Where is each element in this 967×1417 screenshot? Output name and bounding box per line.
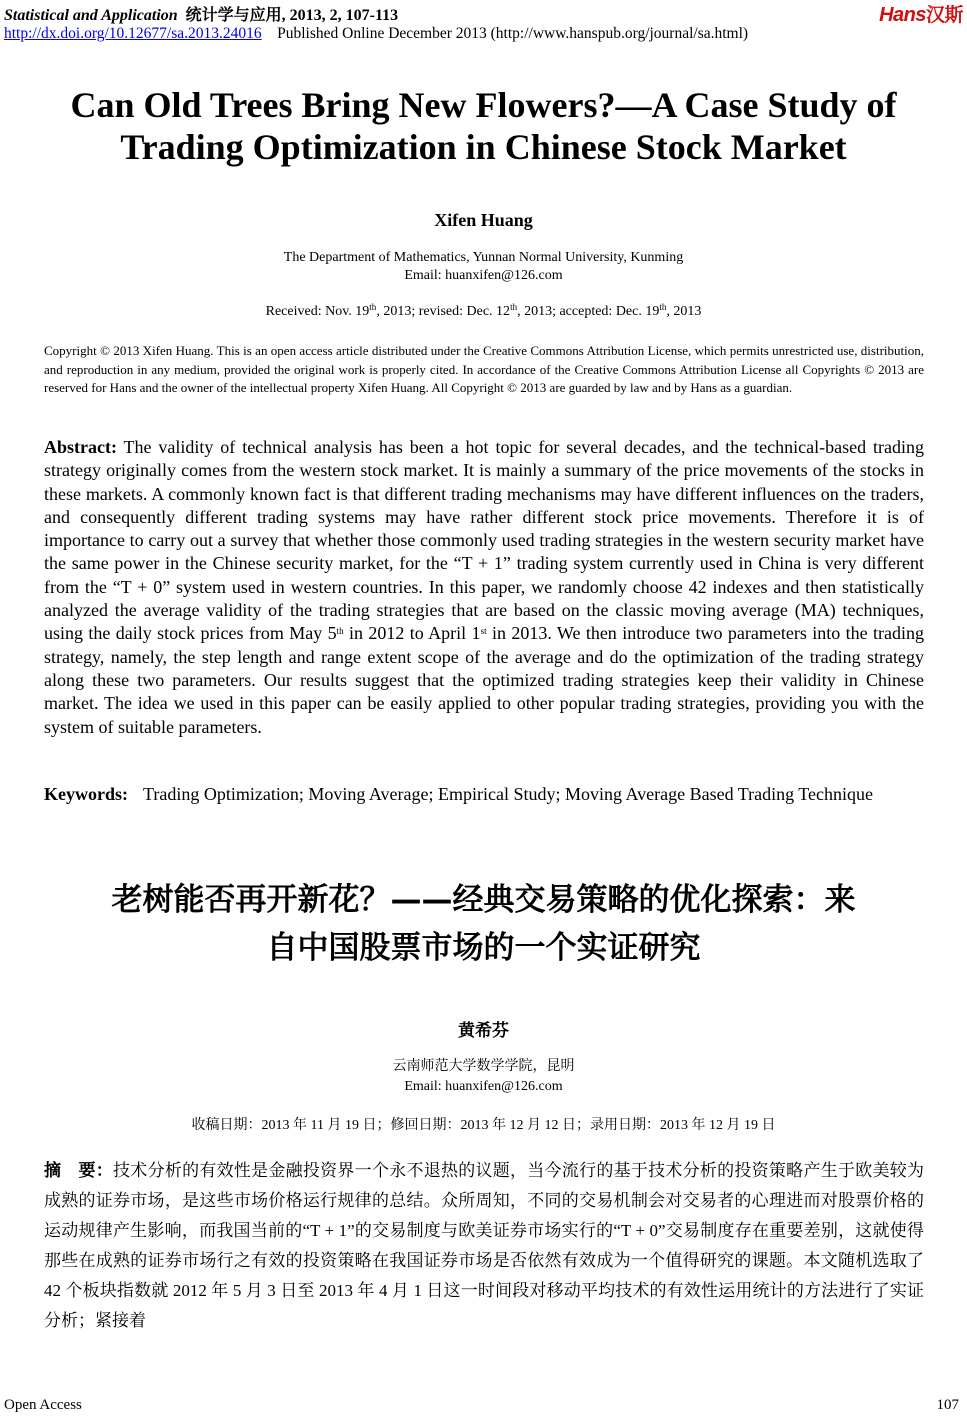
affiliation-block xyxy=(0,249,967,285)
cn-title-line: 老树能否再开新花？——经典交易策略的优化探索：来 xyxy=(111,882,856,918)
footer-open-access: Open Access xyxy=(4,1397,82,1413)
received-dates: Received: Nov. 19th, 2013; revised: Dec. 12th, 2013; accepted: Dec. 19th, 2013 xyxy=(265,302,702,319)
logo-cn: 汉斯 xyxy=(925,5,963,26)
title-line: Can Old Trees Bring New Flowers?—A Case Study of xyxy=(70,85,897,125)
doi-link[interactable]: http://dx.doi.org/10.12677/sa.2013.24016 xyxy=(4,25,262,42)
cn-abstract xyxy=(44,1156,924,1336)
hans-logo xyxy=(879,0,963,27)
cn-affiliation-block xyxy=(0,1057,967,1097)
publication-line xyxy=(4,25,748,43)
keywords xyxy=(44,783,924,806)
journal-cn-volume: 统计学与应用, 2013, 2, 107-113 xyxy=(185,7,399,24)
page-number: 107 xyxy=(936,1397,959,1413)
copyright-notice: Copyright © 2013 Xifen Huang. This is an open access article distributed under the Creative Commons Attribution License, which permits unrestricted use, distribution, and reproduction in any medium, provided the original work is properly cited. In accordance of the Creative Commons Attribution License all Copyrights © 2013 are reserved for Hans and the owner of the intellectual property Xifen Huang. All Copyright © 2013 are guarded by law and by Hans as a guardian. xyxy=(44,343,924,395)
cn-author: 黄希芬 xyxy=(458,1021,509,1040)
title-line: Trading Optimization in Chinese Stock Market xyxy=(120,127,847,167)
cn-abstract-label: 摘 要： xyxy=(44,1161,114,1180)
abstract: Abstract: The validity of technical analysis has been a hot topic for several decades, and the technical-based trading strategy originally comes from the western stock market. It is mainly a summary of the price movements of the stocks in these markets. A commonly known fact is that different trading mechanisms may have different influences on the traders, and consequently different trading systems may have rather different stock price movements. Therefore it is of importance to carry out a survey that whether those commonly used trading strategies in the western security market have the same power in the Chinese security market, for the “T + 1” trading system currently used in China is very different from the “T + 0” system used in western countries. In this paper, we randomly choose 42 indexes and then statistically analyzed the average validity of the trading strategies that are based on the classic moving average (MA) techniques, using the daily stock prices from May 5th in 2012 to April 1st in 2013. We then introduce two parameters into the trading strategy, namely, the step length and range extent scope of the average and do the optimization of the trading strategy along these two parameters. Our results suggest that the optimized trading strategies keep their validity in Chinese market. The idea we used in this paper can be easily applied to other popular trading strategies, providing you with the system of suitable parameters. xyxy=(44,437,924,737)
cn-title xyxy=(0,876,967,972)
keywords-label: Keywords: xyxy=(44,784,128,804)
cn-title-line: 自中国股票市场的一个实证研究 xyxy=(266,930,701,966)
logo-en: Hans xyxy=(879,4,926,26)
affiliation: The Department of Mathematics, Yunnan Normal University, Kunming xyxy=(283,250,684,265)
cn-affiliation: 云南师范大学数学学院，昆明 xyxy=(392,1059,575,1074)
paper-title xyxy=(0,84,967,168)
author: Xifen Huang xyxy=(434,210,533,230)
journal-header xyxy=(4,2,398,25)
email: Email: huanxifen@126.com xyxy=(404,268,563,283)
published-online: Published Online December 2013 (http://www.hanspub.org/journal/sa.html) xyxy=(277,25,749,42)
cn-dates: 收稿日期：2013 年 11 月 19 日；修回日期：2013 年 12 月 12 日；录用日期：2013 年 12 月 19 日 xyxy=(191,1118,776,1133)
cn-abstract-text: 技术分析的有效性是金融投资界一个永不退热的议题，当今流行的基于技术分析的投资策略产生于欧美较为成熟的证券市场，是这些市场价格运行规律的总结。众所周知，不同的交易机制会对交易者的心理进而对股票价格的运动规律产生影响，而我国当前的“T + 1”的交易制度与欧美证券市场实行的“T + 0”交易制度存在重要差别，这就使得那些在成熟的证券市场行之有效的投资策略在我国证券市场是否依然有效成为一个值得研究的课题。本文随机选取了 42 个板块指数就 2012 年 5 月 3 日至 2013 年 4 月 1 日这一时间段对移动平均技术的有效性运用统计的方法进行了实证分析；紧接着 xyxy=(44,1161,925,1330)
keywords-value: Trading Optimization; Moving Average; Empirical Study; Moving Average Based Trading Technique xyxy=(143,784,873,804)
cn-email: Email: huanxifen@126.com xyxy=(404,1079,563,1094)
abstract-label: Abstract: xyxy=(44,437,117,457)
journal-name: Statistical and Application xyxy=(4,7,178,24)
